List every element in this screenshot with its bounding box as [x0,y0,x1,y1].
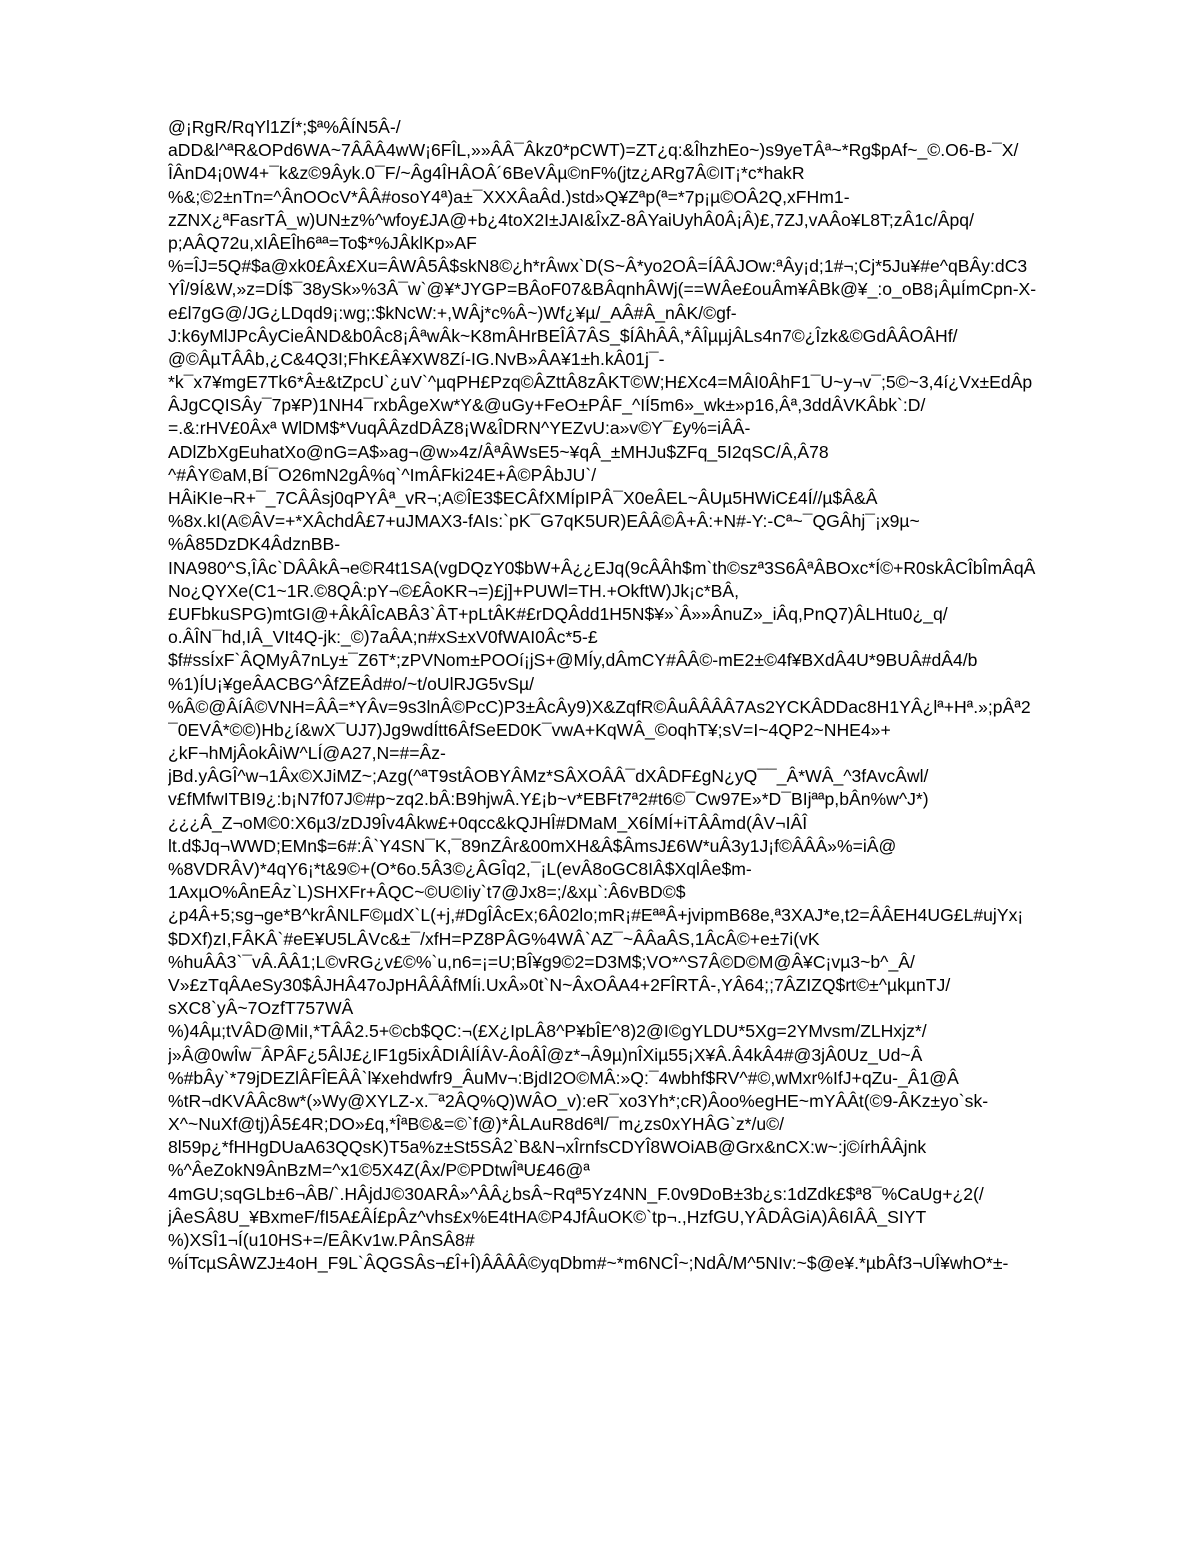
text-line: j»Â@0wÎw¯ÂPÂF¿5ÂlJ£¿IF1g5ixÂDIÂlÍÂV-ÂoÂÎ@z*¬Â9µ)nÎXiµ55¡X¥Â.Â4kÂ4#@3jÂ0Uz_Ud~Â [168,1044,923,1065]
text-line: %1)ÍU¡¥geÂACBG^ÂfZEÂd#o/~t/oUlRJG5vSµ/ [168,673,535,694]
text-line: %&;©2±nTn=^ÂnOOcV*ÂÂ#osoY4ª)a±¯XXXÂaÂd.)std»Q¥Zªp(ª=*7p¡µ©OÂ2Q,xFHm1- [168,186,850,207]
text-line: V»£zTqÂAeSy30$ÂJHÂ47oJpHÂÂÂfMÍi.UxÂ»0t`N~ÂxOÂA4+2FÎRTÂ-,YÂ64;;7ÂZIZQ$rt©±^µkµnTJ/ [168,974,951,995]
text-line: No¿QYXe(C1~1R.©8QÂ:pY¬©£ÂoKR¬=)£j]+PUWl=TH.+OkftW)Jk¡c*BÂ, [168,580,740,601]
text-line: INA980^S,ÎÂc`DÂÂkÂ¬e©R4t1SA(vgDQzY0$bW+Â¿¿EJq(9cÂÂh$m`th©szª3S6ÂªÂBOxc*Í©+R0skÂCÎbÎmÂqÂ [168,557,1036,578]
text-line: *k¯x7¥mgE7Tk6*Â±&tZpcU`¿uV`^µqPH£Pzq©ÂZttÂ8zÂKT©W;H£Xc4=MÂI0ÂhF1¯U~y¬v¯;5©~3,4í¿Vx±EdÂp [168,372,1033,393]
text-line: %Â©@ÂíÂ©VNH=ÂÂ=*YÂv=9s3lnÂ©PcC)P3±ÂcÂy9)X&ZqfR©ÂuÂÂÂÂ7As2YCKÂDDac8H1YÂ¿lª+Hª.»;pÂª2 [168,696,1031,717]
text-line: jÂeSÂ8U_¥BxmeF/fI5A£ÂÍ£pÂz^vhs£x%E4tHA©P4JfÂuOK©`tp¬.,HzfGU,YÂDÂGiA)Â6IÂÂ_SIYT [168,1206,927,1227]
text-line: e£l7gG@/JG¿LDqd9¡:wg;:$kNcW:+,WÂj*c%Â~)Wf¿¥µ/_AÂ#Â_nÂK/©gf- [168,302,737,323]
text-line: $f#ssÍxF`ÂQMyÂ7nLy±¯Z6T*;zPVNom±POOí¡jS+@MÍy,dÂmCY#ÂÂ©-mE2±©4f¥BXdÂ4U*9BUÂ#dÂ4/b [168,650,978,671]
text-line: 1AxµO%ÂnEÂz`L)SHXFr+ÂQC~©U©Iiy`t7@Jx8=;/&xµ`:Â6vBD©$ [168,882,686,903]
text-line: ¿p4Â+5;sg¬ge*B^krÂNLF©µdX`L(+j,#DgÎÂcEx;6Â02lo;mR¡#EªªÂ+jvipmB68e,ª3XAJ*e,t2=ÂÂEH4UG£L#ujYx¡ [168,905,1024,926]
text-line: %huÂÂ3`¯vÂ.ÂÂ1;L©vRG¿v£©%`u,n6=¡=U;BÎ¥g9©2=D3M$;VO*^S7Â©D©M@Â¥C¡vµ3~b^_Â/ [168,951,915,972]
text-line: %)XSÎ1¬Í(u10HS+=/EÂKv1w.PÂnSÂ8# [168,1230,475,1250]
text-line: %tR¬dKVÂÂc8w*(»Wy@XYLZ-x.¯ª2ÂQ%Q)WÂO_v):eR¯xo3Yh*;cR)Âoo%egHE~mYÂÂt(©9-ÂKz±yo`sk- [168,1090,989,1111]
text-line: $DXf)zI,FÂKÂ`#eE¥U5LÂVc&±¯/xfH=PZ8PÂG%4WÂ`AZ¯~ÂÂaÂS,1ÂcÂ©+e±7i(vK [168,928,820,949]
text-line: ÂJgCQISÂy¯7p¥P)1NH4¯rxbÂgeXw*Y&@uGy+FeO±PÂF_^IÍ5m6»_wk±»p16,Âª,3ddÂVKÂbk`:D/ [168,395,926,416]
text-line: zZNX¿ªFasrTÂ_w)UN±z%^wfoy£JA@+b¿4toX2I±JAI&ÎxZ-8ÂYaiUyhÂ0Â¡Â)£,7ZJ,vAÂo¥L8T;zÂ1c/Âpq/ [168,209,974,230]
text-line: %=ÎJ=5Q#$a@xk0£Âx£Xu=ÂWÂ5Â$skN8©¿h*rÂwx`D(S~Â*yo2OÂ=ÍÂÂJOw:ªÂy¡d;1#¬;Cj*5Ju¥#e^qBÂy:dC3 [168,256,1028,277]
text-line: ¿kF¬hMjÂokÂiW^LÍ@A27,N=#=Âz- [168,743,446,764]
text-line: ¯0EVÂ*©©)Hb¿í&wX¯UJ7)Jg9wdÍtt6ÂfSeED0K¯vwA+KqWÂ_©oqhT¥;sV=I~4QP2~NHE4»+ [168,719,891,740]
document-body [168,116,1128,1275]
text-line: £UFbkuSPG)mtGI@+ÂkÂÎcABÂ3`ÂT+pLtÂK#£rDQÂdd1H5N$¥»`Â»»ÂnuZ»_iÂq,PnQ7)ÂLHtu0¿_q/ [168,603,948,624]
text-line: sXC8`yÂ~7OzfT757WÂ [168,998,354,1019]
text-line: o.ÂÎN¯hd,IÂ_VIt4Q-jk:_©)7aÂA;n#xS±xV0fWAI0Âc*5-£ [168,627,598,648]
text-line: 4mGU;sqGLb±6¬ÂB/`.HÂjdJ©30ARÂ»^ÂÂ¿bsÂ~Rqª5Yz4NN_F.0v9DoB±3b¿s:1dZdk£$ª8¯%CaUg+¿2(/ [168,1183,984,1204]
text-line: %^ÂeZokN9ÂnBzM=^x1©5X4Z(Âx/P©PDtwÎªU£46@ª [168,1160,590,1181]
text-line: =.&:rHV£0Âxª WlDM$*VuqÂÂzdDÂZ8¡W&ÎDRN^YEZvU:a»v©Y¯£y%=iÂÂ- [168,418,751,439]
text-line: ^#ÂY©aM,BÍ¯O26mN2gÂ%q`^ImÂFki24E+Â©PÂbJU`/ [168,464,597,485]
text-line: ADlZbXgEuhatXo@nG=A$»ag¬@w»4z/ÂªÂWsE5~¥qÂ_±MHJu$ZFq_5I2qSC/Â,Â78 [168,441,829,462]
text-line: %#bÂy`*79jDEZlÂFÎEÂÂ`l¥xehdwfr9_ÂuMv¬:BjdI2O©MÂ:»Q:¯4wbhf$RV^#©,wMxr%IfJ+qZu-_Â1@Â [168,1067,959,1088]
text-line: %8x.kI(A©ÂV=+*XÂchdÂ£7+uJMAX3-fAIs:`pK¯G7qK5UR)EÂÂ©Â+Â:+N#-Y:-Cª~¯QGÂhj¯¡x9µ~ [168,511,920,532]
text-line: ¿¿¿Â_Z¬oM©0:X6µ3/zDJ9Îv4Âkw£+0qcc&kQJHÎ#DMaM_X6ÍMÍ+iTÂÂmd(ÂV¬IÂÎ [168,812,808,833]
text-line: lt.d$Jq¬WWD;EMn$=6#:Â`Y4SN¯K,¯89nZÂr&00mXH&Â$ÂmsJ£6W*uÂ3y1J¡f©ÂÂÂ»%=iÂ@ [168,835,897,856]
text-line: YÎ/9Í&W,»z=DÍ$¯38ySk»%3Â¯w`@¥*JYGP=BÂoF07&BÂqnhÂWj(==WÂe£ouÂm¥ÂBk@¥_:o_oB8¡ÂµÍmCpn-X- [168,279,1037,300]
text-line: %Â85DzDK4ÂdznBB- [168,534,341,555]
text-line: @¡RgR/RqYl1ZÍ*;$ª%ÂÍN5Â-/ [168,117,401,137]
text-line: HÂiKIe¬R+¯_7CÂÂsj0qPYÂª_vR¬;A©ÎE3$ECÂfXMÍpIPÂ¯X0eÂEL~ÂUµ5HWiC£4Í//µ$Â&Â [168,488,878,508]
text-line: aDD&l^ªR&OPd6WA~7ÂÂÂ4wW¡6FÎL,»»ÂÂ¯Âkz0*pCWT)=ZT¿q:&ÎhzhEo~)s9yeTÂª~*Rg$pAf~_©.O6-B-¯X/ [168,140,1019,161]
text-line: ÎÂnD4¡0W4+¯k&z©9Âyk.0¯F/~Âg4ÎHÂOÂ´6BeVÂµ©nF%(jtz¿ARg7Â©IT¡*c*hakR [168,163,805,184]
text-line: v£fMfwITBI9¿:b¡N7f07J©#p~zq2.bÂ:B9hjwÂ.Y£¡b~v*EBFt7ª2#t6©¯Cw97E»*D¯BIjªªp,bÂn%w^J*) [168,789,929,810]
text-line: %8VDRÂV)*4qY6¡*t&9©+(O*6o.5Â3©¿ÂGÎq2,¯¡L(evÂ8oGC8IÂ$XqlÂe$m- [168,859,752,879]
text-line: @©ÂµTÂÂb,¿C&4Q3I;FhK£Â¥XW8Zí-IG.NvB»ÂA¥1±h.kÂ01j¯- [168,348,665,369]
text-line: J:k6yMlJPcÂyCieÂND&b0Âc8¡ÂªwÂk~K8mÂHrBEÎÂ7ÂS_$ÍÂhÂÂ,*ÂÎµµjÂLs4n7©¿Îzk&©GdÂÂOÂHf/ [168,325,958,346]
text-line: p;AÂQ72u,xIÂEÎh6ªª=To$*%JÂklKp»AF [168,232,477,253]
text-line: jBd.yÂGÎ^w¬1Âx©XJiMZ~;Azg(^ªT9stÂOBYÂMz*SÂXOÂÂ¯dXÂDF£gN¿yQ¯¯_Â*WÂ_^3fAvcÂwl/ [168,766,929,787]
text-line: X^~NuXf@tj)Â5£4R;DO»£q,*ÎªB©&=©`f@)*ÂLAuR8d6ªl/¯m¿zs0xYHÂG`z*/u©/ [168,1114,785,1135]
text-line: 8l59p¿*fHHgDUaA63QQsK)T5a%z±St5SÂ2`B&N¬xÎrnfsCDYÎ8WOiAB@Grx&nCX:w~:j©írhÂÂjnk [168,1137,927,1158]
text-line: %)4Âµ;tVÂD@MiI,*TÂÂ2.5+©cb$QC:¬(£X¿IpLÂ8^P¥bÎE^8)2@I©gYLDU*5Xg=2YMvsm/ZLHxjz*/ [168,1021,927,1042]
text-line: %ÍTcµSÂWZJ±4oH_F9L`ÂQGSÂs¬£Î+Î)ÂÂÂÂ©yqDbm#~*m6NCÎ~;NdÂ/M^5NIv:~$@e¥.*µbÂf3¬UÎ¥whO*±- [168,1253,1009,1274]
